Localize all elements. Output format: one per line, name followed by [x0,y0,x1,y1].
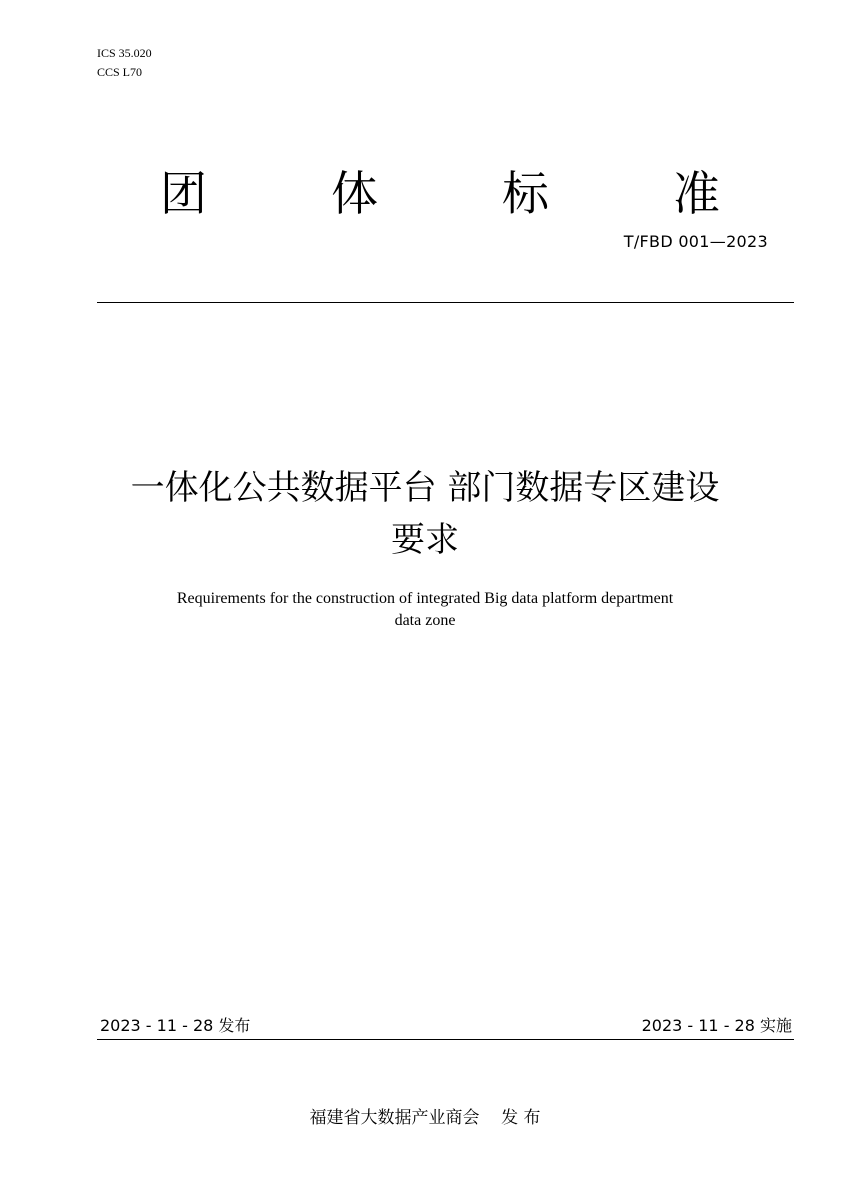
classification-codes [97,44,152,82]
chinese-title [60,462,790,566]
issue-date: 2023 - 11 - 28 发布 [100,1016,251,1035]
standard-type-heading [160,165,720,225]
implementation-date: 2023 - 11 - 28 实施 [641,1016,792,1035]
bottom-divider [97,1039,794,1040]
ics-code: ICS 35.020 [97,46,152,60]
standard-type-char-3: 标 [502,167,549,222]
publisher: 福建省大数据产业商会 发 布 [309,1108,541,1128]
chinese-title-line-1: 一体化公共数据平台 部门数据专区建设 [130,468,720,508]
english-title [60,588,790,632]
standard-number: T/FBD 001—2023 [623,232,768,251]
english-title-line-1: Requirements for the construction of integrated Big data platform department [176,590,674,607]
standard-type-char-2: 体 [331,167,378,222]
chinese-title-line-2: 要求 [391,520,459,560]
ccs-code: CCS L70 [97,65,143,79]
standard-type-char-1: 团 [160,167,207,222]
standard-type-char-4: 准 [673,167,720,222]
top-divider [97,302,794,303]
english-title-line-2: data zone [394,612,456,629]
